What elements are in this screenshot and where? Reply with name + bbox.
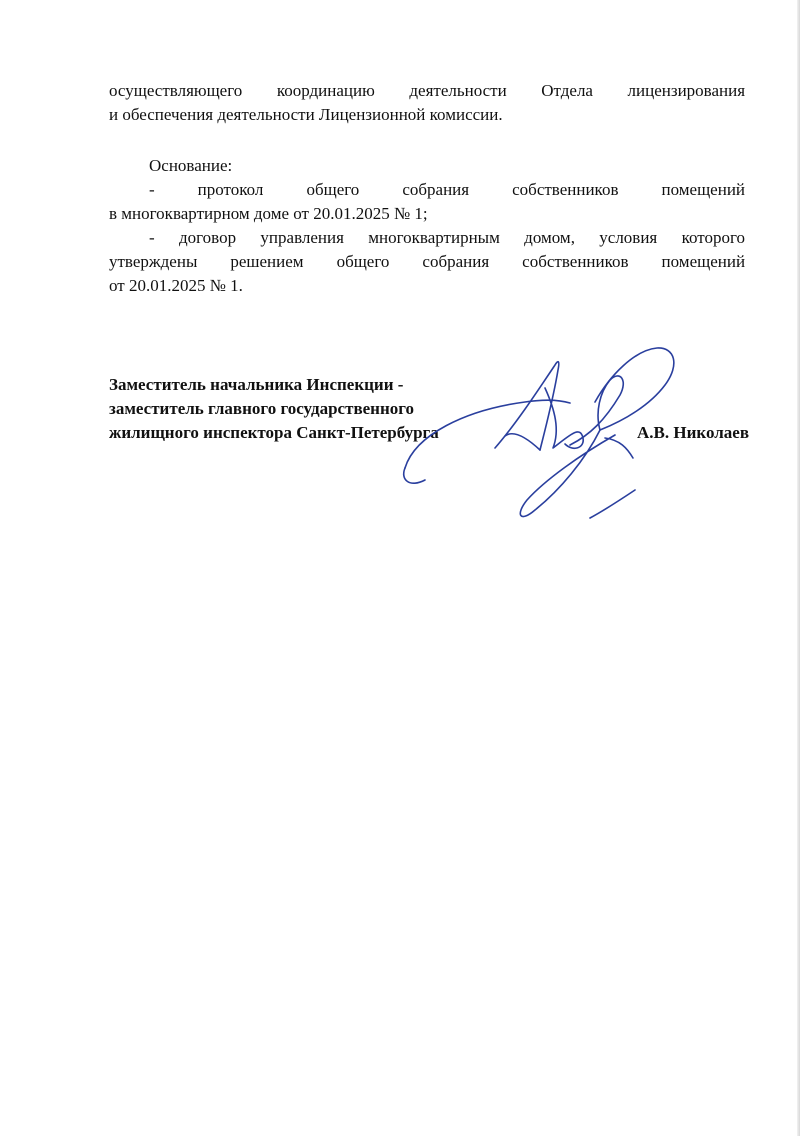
word: собственников: [512, 180, 619, 199]
word: условия: [599, 228, 658, 247]
word: собственников: [522, 252, 629, 271]
word: помещений: [661, 180, 746, 199]
basis-item-1-line-2: в многоквартирном доме от 20.01.2025 № 1;: [109, 204, 428, 223]
word: домом,: [524, 228, 575, 247]
word: решением: [230, 252, 304, 271]
word: управления: [260, 228, 344, 247]
signature-stroke: [590, 490, 635, 518]
word: деятельности: [409, 81, 507, 100]
basis-section: [109, 154, 745, 298]
word: помещений: [661, 252, 746, 271]
word: Отдела: [541, 81, 593, 100]
word: общего: [306, 180, 360, 199]
signatory-position-line-3: жилищного инспектора Санкт-Петербурга: [109, 423, 439, 442]
word: многоквартирным: [368, 228, 500, 247]
word: общего: [336, 252, 390, 271]
word: собрания: [422, 252, 490, 271]
basis-item-1-line-1: [109, 178, 745, 202]
intro-paragraph: [109, 79, 745, 127]
word: которого: [681, 228, 746, 247]
signatory-name: А.В. Николаев: [637, 423, 749, 442]
basis-item-2-line-1: [109, 226, 745, 250]
basis-heading: Основание:: [149, 156, 233, 175]
intro-line-2: и обеспечения деятельности Лицензионной комиссии.: [109, 105, 503, 124]
word: собрания: [402, 180, 470, 199]
signature-stroke: [404, 468, 425, 483]
signature-block: [109, 373, 749, 445]
word: осуществляющего: [109, 81, 243, 100]
word: координацию: [276, 81, 375, 100]
word: утверждены: [109, 252, 198, 271]
basis-item-2-line-3: от 20.01.2025 № 1.: [109, 276, 243, 295]
word: - договор: [149, 228, 237, 247]
intro-line-1: [109, 79, 745, 103]
word: - протокол: [149, 180, 264, 199]
signatory-position-line-1: Заместитель начальника Инспекции -: [109, 375, 404, 394]
word: лицензирования: [627, 81, 746, 100]
basis-item-2-line-2: [109, 250, 745, 274]
signatory-position-line-2: заместитель главного государственного: [109, 399, 415, 418]
